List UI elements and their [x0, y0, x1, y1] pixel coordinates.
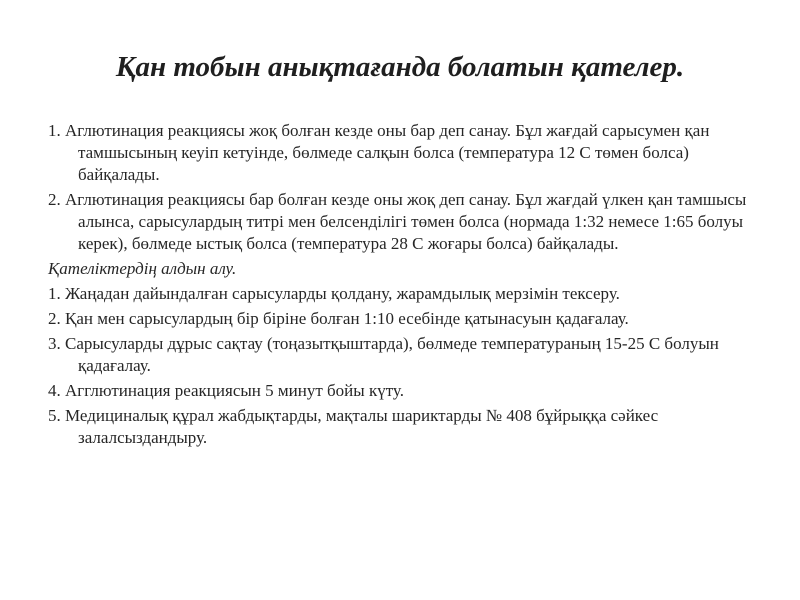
slide-title: Қан тобын анықтағанда болатын қателер. [115, 51, 685, 83]
prevention-item-4: 4. Агглютинация реакциясын 5 минут бойы күту. [48, 381, 404, 400]
prevention-heading: Қателіктердің алдын алу. [48, 259, 237, 278]
error-item-2: 2. Аглютинация реакциясы бар болған кезде оны жоқ деп санау. Бұл жағдай үлкен қан тамшысы алынса, сарысулардың титрі мен белсенділігі төмен болса (нормада 1:32 немесе 1:65 болуы керек), бөлмеде ыстық болса (температура 28 С жоғары болса) байқалады. [48, 190, 747, 253]
prevention-item-5: 5. Медициналық құрал жабдықтарды, мақталы шариктарды № 408 бұйрыққа сәйкес залалсыздандыру. [48, 406, 659, 447]
slide-content [48, 120, 768, 452]
prevention-item-3: 3. Сарысуларды дұрыс сақтау (тоңазытқыштарда), бөлмеде температураның 15-25 С болуын қадағалау. [48, 334, 719, 375]
prevention-item-2: 2. Қан мен сарысулардың бір біріне болған 1:10 есебінде қатынасуын қадағалау. [48, 309, 629, 328]
error-item-1: 1. Аглютинация реакциясы жоқ болған кезде оны бар деп санау. Бұл жағдай сарысумен қан тамшысының кеуіп кетуінде, бөлмеде салқын болса (температура 12 С төмен болса) байқалады. [48, 121, 710, 184]
prevention-item-1: 1. Жаңадан дайындалған сарысуларды қолдану, жарамдылық мерзімін тексеру. [48, 284, 620, 303]
